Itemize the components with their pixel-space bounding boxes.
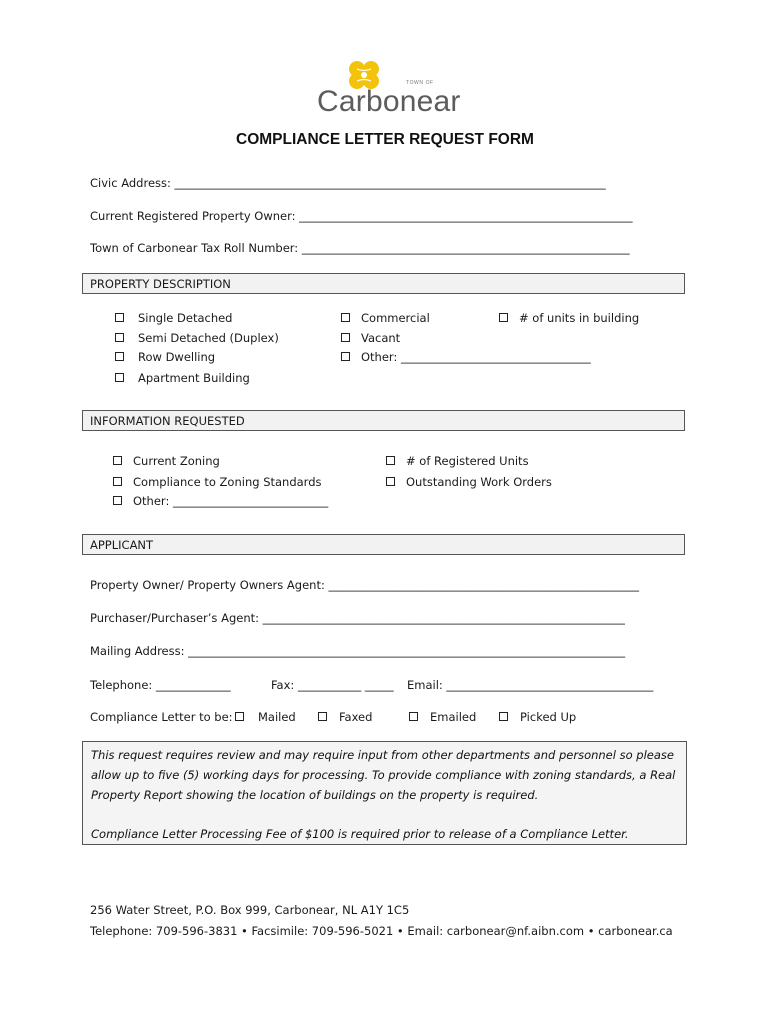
checkbox-emailed[interactable] (409, 709, 476, 726)
checkbox-icon (318, 712, 327, 721)
option-label: Compliance to Zoning Standards (133, 475, 322, 489)
fax-field[interactable]: Fax: ___________ _____ (271, 678, 394, 692)
applicant-header: APPLICANT (82, 534, 685, 555)
checkbox-row-dwelling[interactable] (115, 349, 215, 366)
logo-wordmark: Carbonear (317, 85, 461, 118)
checkbox-picked-up[interactable] (499, 709, 576, 726)
checkbox-icon (341, 333, 350, 342)
telephone-field[interactable]: Telephone: _____________ (90, 678, 231, 692)
checkbox-other-information[interactable] (113, 493, 328, 510)
option-label: Semi Detached (Duplex) (138, 331, 279, 345)
logo-town-of: TOWN OF (406, 80, 434, 86)
checkbox-icon (341, 352, 350, 361)
email-field[interactable]: Email: ____________________________________ (407, 678, 654, 692)
checkbox-zoning-compliance[interactable] (113, 474, 322, 491)
checkbox-other-property[interactable] (341, 349, 591, 366)
checkbox-icon (386, 456, 395, 465)
option-label: Other: _________________________________ (361, 350, 591, 364)
option-label: Other: ___________________________ (133, 494, 329, 508)
footer-contact: Telephone: 709-596-3831 • Facsimile: 709-596-5021 • Email: carbonear@nf.aibn.com • carbonear.ca (90, 924, 673, 938)
checkbox-faxed[interactable] (318, 709, 372, 726)
option-label: Emailed (430, 710, 477, 724)
town-logo (312, 58, 462, 124)
note-line-2: allow up to five (5) working days for processing. To provide compliance with zoning standards, a Real (91, 768, 676, 782)
information-requested-header: INFORMATION REQUESTED (82, 410, 685, 431)
checkbox-semi-detached[interactable] (115, 330, 279, 347)
purchaser-agent-field[interactable]: Purchaser/Purchaser’s Agent: _______________________________________________________________ (90, 611, 625, 625)
checkbox-icon (235, 712, 244, 721)
option-label: Vacant (361, 331, 401, 345)
checkbox-icon (113, 456, 122, 465)
form-title: COMPLIANCE LETTER REQUEST FORM (236, 131, 534, 148)
checkbox-icon (115, 333, 124, 342)
compliance-letter-label: Compliance Letter to be: (90, 710, 233, 724)
checkbox-icon (115, 352, 124, 361)
note-line-3: Property Report showing the location of buildings on the property is required. (91, 788, 539, 802)
option-label: Current Zoning (133, 454, 220, 468)
property-description-header: PROPERTY DESCRIPTION (82, 273, 685, 294)
option-label: # of units in building (519, 311, 640, 325)
checkbox-mailed[interactable] (235, 709, 296, 726)
mailing-address-field[interactable]: Mailing Address: ____________________________________________________________________________ (90, 644, 626, 658)
option-label: Picked Up (520, 710, 577, 724)
checkbox-icon (115, 373, 124, 382)
checkbox-icon (409, 712, 418, 721)
option-label: Faxed (339, 710, 373, 724)
checkbox-single-detached[interactable] (115, 310, 232, 327)
processing-fee-note: Compliance Letter Processing Fee of $100 is required prior to release of a Compliance Letter. (91, 827, 629, 841)
processing-note (82, 741, 687, 845)
tax-roll-field[interactable]: Town of Carbonear Tax Roll Number: _________________________________________________________ (90, 241, 630, 255)
option-label: Outstanding Work Orders (406, 475, 552, 489)
checkbox-icon (499, 313, 508, 322)
checkbox-icon (499, 712, 508, 721)
checkbox-icon (341, 313, 350, 322)
checkbox-icon (113, 496, 122, 505)
checkbox-icon (113, 477, 122, 486)
option-label: # of Registered Units (406, 454, 529, 468)
checkbox-current-zoning[interactable] (113, 453, 220, 470)
footer-address: 256 Water Street, P.O. Box 999, Carbonear, NL A1Y 1C5 (90, 903, 410, 917)
note-line-1: This request requires review and may require input from other departments and personnel so please (91, 748, 674, 762)
compliance-delivery-row (90, 709, 233, 726)
owner-agent-field[interactable]: Property Owner/ Property Owners Agent: ______________________________________________________ (90, 578, 639, 592)
option-label: Mailed (258, 710, 296, 724)
checkbox-icon (115, 313, 124, 322)
checkbox-vacant[interactable] (341, 330, 400, 347)
checkbox-outstanding-work-orders[interactable] (386, 474, 552, 491)
option-label: Commercial (361, 311, 430, 325)
checkbox-units-in-building[interactable] (499, 310, 639, 327)
property-owner-field[interactable]: Current Registered Property Owner: __________________________________________________________ (90, 209, 633, 223)
option-label: Row Dwelling (138, 350, 216, 364)
checkbox-apartment-building[interactable] (115, 370, 250, 387)
option-label: Single Detached (138, 311, 233, 325)
checkbox-icon (386, 477, 395, 486)
checkbox-commercial[interactable] (341, 310, 430, 327)
civic-address-field[interactable]: Civic Address: ___________________________________________________________________________ (90, 176, 606, 190)
option-label: Apartment Building (138, 371, 250, 385)
checkbox-registered-units[interactable] (386, 453, 529, 470)
